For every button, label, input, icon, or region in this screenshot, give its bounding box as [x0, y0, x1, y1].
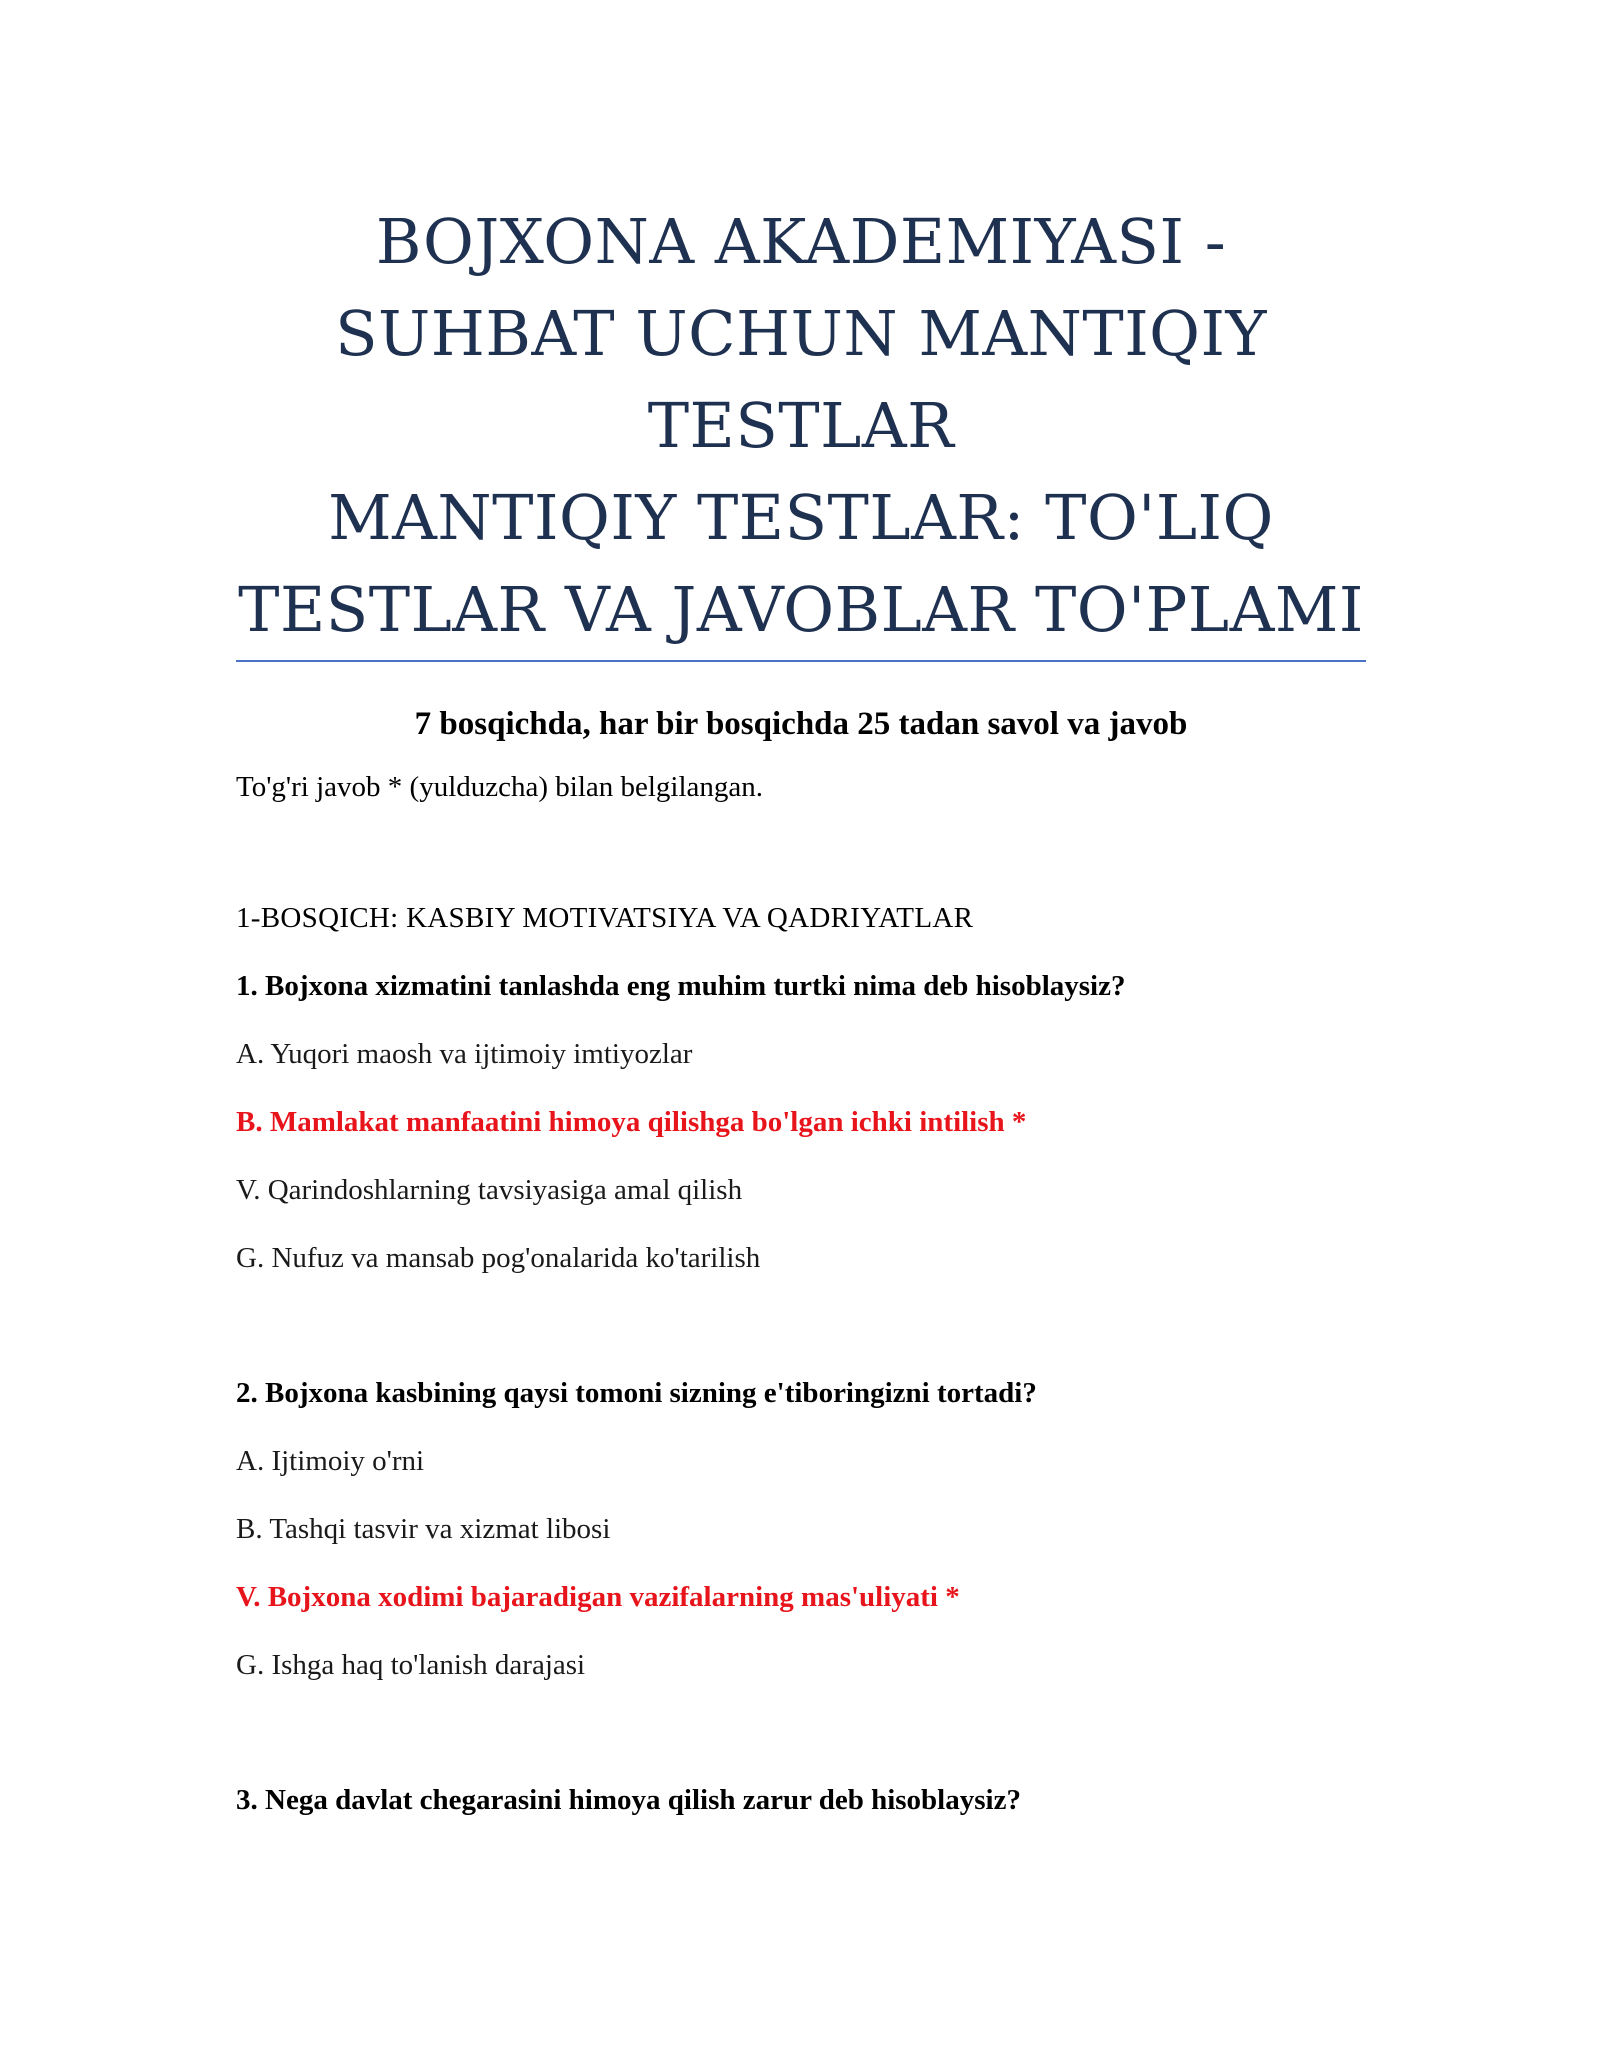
title-divider: [236, 660, 1366, 662]
answer-option: B. Tashqi tasvir va xizmat libosi: [236, 1513, 611, 1545]
title-line: BOJXONA AKADEMIYASI -: [375, 205, 1227, 278]
title-line: MANTIQIY TESTLAR: TO'LIQ: [328, 481, 1274, 554]
question-block: [236, 1783, 1366, 1817]
document-title: [236, 196, 1366, 656]
title-line: SUHBAT UCHUN MANTIQIY: [335, 297, 1267, 370]
title-line: TESTLAR VA JAVOBLAR TO'PLAMI: [238, 573, 1364, 646]
document-subtitle: 7 bosqichda, har bir bosqichda 25 tadan savol va javob: [414, 706, 1188, 742]
answer-key-note: To'g'ri javob * (yulduzcha) bilan belgilangan.: [236, 771, 764, 803]
section-heading: 1-BOSQICH: KASBIY MOTIVATSIYA VA QADRIYATLAR: [236, 902, 974, 934]
answer-option: G. Ishga haq to'lanish darajasi: [236, 1649, 586, 1681]
document-page: [236, 0, 1366, 1817]
question-block: [236, 969, 1366, 1275]
answer-option: A. Yuqori maosh va ijtimoiy imtiyozlar: [236, 1038, 693, 1070]
question-block: [236, 1376, 1366, 1682]
question-text: 3. Nega davlat chegarasini himoya qilish zarur deb hisoblaysiz?: [236, 1784, 1021, 1816]
question-text: 2. Bojxona kasbining qaysi tomoni sizning e'tiboringizni tortadi?: [236, 1377, 1037, 1409]
answer-option: G. Nufuz va mansab pog'onalarida ko'tarilish: [236, 1242, 761, 1274]
title-line: TESTLAR: [647, 389, 955, 462]
question-list: [236, 969, 1366, 1817]
question-text: 1. Bojxona xizmatini tanlashda eng muhim turtki nima deb hisoblaysiz?: [236, 970, 1126, 1002]
answer-option: V. Qarindoshlarning tavsiyasiga amal qilish: [236, 1174, 743, 1206]
correct-answer-option: V. Bojxona xodimi bajaradigan vazifalarning mas'uliyati *: [236, 1581, 960, 1613]
answer-option: A. Ijtimoiy o'rni: [236, 1445, 425, 1477]
correct-answer-option: B. Mamlakat manfaatini himoya qilishga bo'lgan ichki intilish *: [236, 1106, 1027, 1138]
